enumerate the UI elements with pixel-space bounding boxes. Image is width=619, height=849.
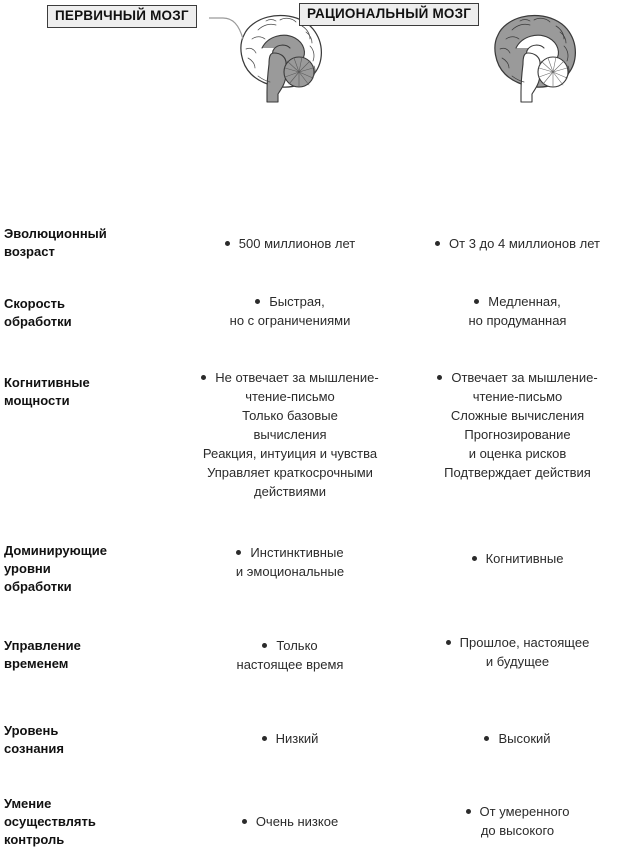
- primary-brain-cell: [166, 812, 414, 831]
- cell-text: Медленная,: [488, 294, 561, 309]
- rational-brain-cell: [416, 633, 619, 671]
- continuation-line: [416, 406, 619, 425]
- primary-brain-cell: [166, 636, 414, 674]
- cell-text: Управляет краткосрочными: [207, 465, 373, 480]
- primary-brain-cell: [166, 234, 414, 253]
- row-label-line: уровни: [4, 561, 51, 576]
- rational-brain-svg: [476, 8, 586, 104]
- rational-brain-illustration: [476, 8, 586, 109]
- bullet-item: [166, 292, 414, 311]
- cell-text: и оценка рисков: [468, 446, 567, 461]
- cell-text: Прогнозирование: [464, 427, 571, 442]
- cell-text: Когнитивные: [485, 551, 564, 566]
- cell-text: действиями: [254, 484, 326, 499]
- cell-text: Прошлое, настоящее: [459, 635, 590, 650]
- bullet-dot-icon: [474, 299, 479, 304]
- bullet-item: [166, 543, 414, 562]
- bullet-item: [166, 368, 414, 387]
- cell-text: настоящее время: [236, 657, 344, 672]
- bullet-dot-icon: [437, 375, 442, 380]
- cell-text: чтение-письмо: [472, 389, 563, 404]
- continuation-line: [416, 425, 619, 444]
- continuation-line: [416, 387, 619, 406]
- bullet-dot-icon: [242, 819, 247, 824]
- rational-brain-cell: [416, 802, 619, 840]
- row-label-line: Эволюционный: [4, 226, 107, 241]
- primary-brain-title: ПЕРВИЧНЫЙ МОЗГ: [47, 5, 197, 28]
- row-label-line: осуществлять: [4, 814, 96, 829]
- continuation-line: [166, 655, 414, 674]
- row-label-line: Умение: [4, 796, 52, 811]
- row-label-line: Доминирующие: [4, 543, 107, 558]
- rational-brain-title: РАЦИОНАЛЬНЫЙ МОЗГ: [299, 3, 479, 26]
- continuation-line: [166, 311, 414, 330]
- continuation-line: [416, 463, 619, 482]
- row-label-line: Уровень: [4, 723, 59, 738]
- cell-text: и эмоциональные: [235, 564, 345, 579]
- bullet-item: [416, 729, 619, 748]
- cell-text: Высокий: [498, 731, 551, 746]
- bullet-dot-icon: [484, 736, 489, 741]
- row-label-line: Скорость: [4, 296, 65, 311]
- primary-brain-cell: [166, 292, 414, 330]
- bullet-dot-icon: [262, 643, 267, 648]
- header-brain-comparison: [0, 0, 619, 112]
- continuation-line: [166, 425, 414, 444]
- cell-text: Подтверждает действия: [444, 465, 591, 480]
- cell-text: Быстрая,: [269, 294, 325, 309]
- continuation-line: [166, 562, 414, 581]
- row-label: [4, 225, 162, 261]
- bullet-item: [416, 368, 619, 387]
- cell-text: Только: [276, 638, 318, 653]
- bullet-item: [416, 292, 619, 311]
- cell-text: Реакция, интуиция и чувства: [202, 446, 378, 461]
- cell-text: Не отвечает за мышление-: [215, 370, 379, 385]
- bullet-dot-icon: [446, 640, 451, 645]
- row-label: [4, 542, 162, 596]
- primary-brain-cell: [166, 729, 414, 748]
- rational-brain-cell: [416, 368, 619, 482]
- row-label-line: временем: [4, 656, 69, 671]
- bullet-item: [166, 812, 414, 831]
- row-label-line: контроль: [4, 832, 65, 847]
- continuation-line: [416, 444, 619, 463]
- rational-brain-cell: [416, 292, 619, 330]
- continuation-line: [416, 311, 619, 330]
- bullet-dot-icon: [262, 736, 267, 741]
- row-label: [4, 722, 162, 758]
- bullet-dot-icon: [201, 375, 206, 380]
- bullet-dot-icon: [255, 299, 260, 304]
- rational-brain-cell: [416, 729, 619, 748]
- cell-text: Очень низкое: [255, 814, 339, 829]
- cell-text: Инстинктивные: [250, 545, 344, 560]
- cell-text: От умеренного: [479, 804, 570, 819]
- row-label-line: обработки: [4, 314, 72, 329]
- row-label: [4, 795, 162, 849]
- bullet-item: [166, 234, 414, 253]
- primary-brain-cell: [166, 543, 414, 581]
- bullet-item: [166, 636, 414, 655]
- cell-text: и будущее: [485, 654, 550, 669]
- row-label: [4, 295, 162, 331]
- cell-text: 500 миллионов лет: [238, 236, 356, 251]
- row-label-line: Управление: [4, 638, 81, 653]
- row-label: [4, 374, 162, 410]
- rational-brain-cell: [416, 549, 619, 568]
- row-label-line: обработки: [4, 579, 72, 594]
- continuation-line: [166, 444, 414, 463]
- cell-text: Только базовые: [242, 408, 338, 423]
- continuation-line: [166, 406, 414, 425]
- bullet-item: [166, 729, 414, 748]
- bullet-dot-icon: [435, 241, 440, 246]
- bullet-item: [416, 549, 619, 568]
- row-label-line: мощности: [4, 393, 70, 408]
- cell-text: чтение-письмо: [245, 389, 335, 404]
- row-label-line: сознания: [4, 741, 64, 756]
- bullet-dot-icon: [466, 809, 471, 814]
- cell-text: Сложные вычисления: [450, 408, 585, 423]
- rational-brain-cell: [416, 234, 619, 253]
- cell-text: вычисления: [253, 427, 327, 442]
- bullet-dot-icon: [472, 556, 477, 561]
- continuation-line: [166, 482, 414, 501]
- row-label: [4, 637, 162, 673]
- cell-text: до высокого: [480, 823, 555, 838]
- bullet-item: [416, 633, 619, 652]
- bullet-dot-icon: [225, 241, 230, 246]
- cell-text: Отвечает за мышление-: [451, 370, 598, 385]
- continuation-line: [166, 463, 414, 482]
- continuation-line: [416, 821, 619, 840]
- cell-text: Низкий: [275, 731, 319, 746]
- cell-text: От 3 до 4 миллионов лет: [449, 236, 600, 251]
- continuation-line: [166, 387, 414, 406]
- cell-text: но с ограничениями: [229, 313, 351, 328]
- bullet-item: [416, 802, 619, 821]
- primary-brain-cell: [166, 368, 414, 501]
- bullet-item: [416, 234, 619, 253]
- row-label-line: Когнитивные: [4, 375, 90, 390]
- bullet-dot-icon: [236, 550, 241, 555]
- continuation-line: [416, 652, 619, 671]
- row-label-line: возраст: [4, 244, 55, 259]
- cell-text: но продуманная: [468, 313, 567, 328]
